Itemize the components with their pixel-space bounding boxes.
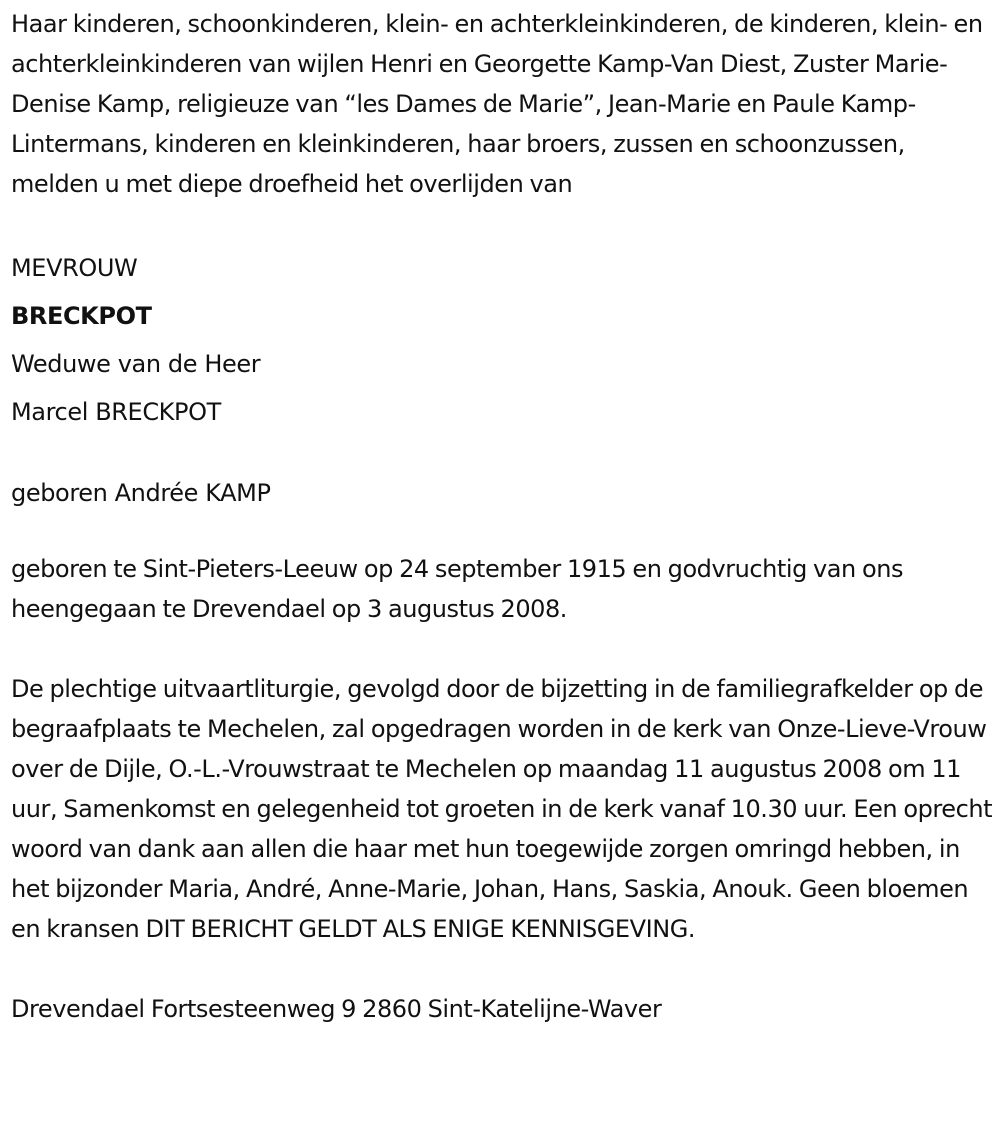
widow-line-2: Marcel BRECKPOT (11, 398, 221, 426)
intro-paragraph: Haar kinderen, schoonkinderen, klein- en achterkleinkinderen, de kinderen, klein- en achterkleinkinderen van wijlen Henri en Georgette Kamp-Van Diest, Zuster Marie-Denise Kamp, religieuze van “les Dames de Marie”, Jean-Marie en Paule Kamp-Lintermans, kinderen en kleinkinderen, haar broers, zussen en schoonzussen, melden u met diepe droefheid het overlijden van (11, 10, 983, 198)
address-line: Drevendael Fortsesteenweg 9 2860 Sint-Katelijne-Waver (11, 995, 662, 1023)
birth-death-paragraph: geboren te Sint-Pieters-Leeuw op 24 september 1915 en godvruchtig van ons heengegaan te Drevendael op 3 augustus 2008. (11, 555, 904, 623)
birth-name: geboren Andrée KAMP (11, 479, 271, 507)
surname-heading: BRECKPOT (11, 302, 152, 330)
widow-line-1: Weduwe van de Heer (11, 350, 261, 378)
death-notice (11, 4, 996, 1029)
liturgy-paragraph: De plechtige uitvaartliturgie, gevolgd door de bijzetting in de familiegrafkelder op de begraafplaats te Mechelen, zal opgedragen worden in de kerk van Onze-Lieve-Vrouw over de Dijle, O.-L.-Vrouwstraat te Mechelen op maandag 11 augustus 2008 om 11 uur, Samenkomst en gelegenheid tot groeten in de kerk vanaf 10.30 uur. Een oprecht woord van dank aan allen die haar met hun toegewijde zorgen omringd hebben, in het bijzonder Maria, André, Anne-Marie, Johan, Hans, Saskia, Anouk. Geen bloemen en kransen DIT BERICHT GELDT ALS ENIGE KENNISGEVING. (11, 675, 993, 943)
title-mevrouw: MEVROUW (11, 254, 138, 282)
